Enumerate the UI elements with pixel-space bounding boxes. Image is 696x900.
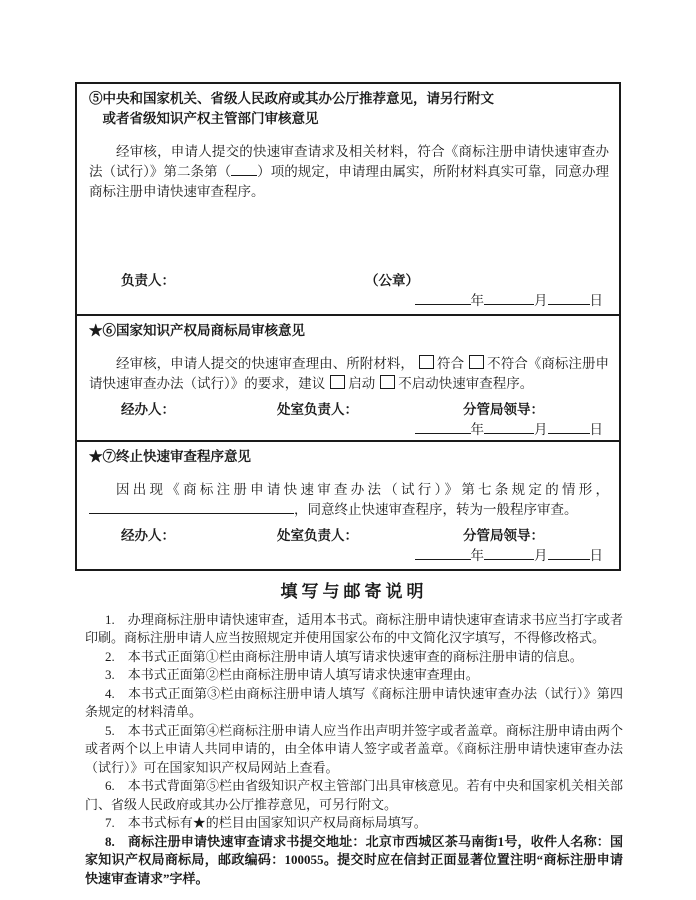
section-5-title-line2: 或者省级知识产权主管部门审核意见 [102, 111, 319, 126]
section-7-termination [77, 440, 619, 569]
section-6-body [89, 354, 609, 394]
item-number: 4. [105, 685, 115, 701]
blank-line [484, 420, 534, 434]
not-start-label: 不启动快速审查程序。 [398, 376, 534, 391]
instruction-item-6 [85, 777, 623, 814]
section-5-signature-row [89, 271, 609, 291]
section-7-title: ★⑦终止快速审查程序意见 [89, 449, 251, 464]
item-text: 商标注册申请快速审查请求书提交地址：北京市西城区茶马南街1号，收件人名称：国家知识产权局商标局，邮政编码：100055。提交时应在信封正面显著位置注明“商标注册申请快速审查请求”字样。 [85, 833, 623, 886]
day-label: 日 [589, 422, 603, 437]
approval-table [75, 82, 621, 571]
instruction-item-4 [85, 685, 623, 722]
blank-line [415, 291, 471, 305]
instructions-block [85, 583, 623, 888]
handler-label: 经办人： [121, 528, 175, 543]
instruction-item-5 [85, 722, 623, 778]
section-6-title: ★⑥国家知识产权局商标局审核意见 [89, 323, 305, 338]
section-5-body-text1: 经审核，申请人提交的快速审查请求及相关材料，符合《商标注册申请快速审查办法（试行）》第二条第（ [89, 144, 609, 179]
item-number: 8. [105, 833, 115, 849]
section-6-date-line [89, 420, 609, 439]
section-5-body [89, 142, 609, 202]
blank-line [548, 546, 590, 560]
instruction-item-2 [85, 648, 623, 667]
item-number: 3. [105, 667, 115, 682]
year-label: 年 [470, 548, 484, 563]
instruction-item-3 [85, 666, 623, 685]
not-comply-text: 不符合《商标注册申请快速审查办法（试行）》的要求，建议 [89, 356, 610, 391]
month-label: 月 [534, 422, 548, 437]
item-number: 5. [105, 722, 115, 738]
official-seal-label: （公章） [365, 273, 419, 288]
blank-line [231, 162, 257, 176]
section-7-signature-row [89, 526, 609, 546]
blank-line [415, 546, 471, 560]
section-5-title [89, 89, 609, 129]
item-text: 本书式背面第⑤栏由省级知识产权主管部门出具审核意见。若有中央和国家机关相关部门、省级人民政府或其办公厅推荐意见，可另行附文。 [85, 778, 623, 812]
handler-label: 经办人： [121, 402, 175, 417]
checkbox-comply [419, 355, 434, 369]
instruction-item-1 [85, 611, 623, 648]
day-label: 日 [589, 548, 603, 563]
section-5-title-line1: ⑤中央和国家机关、省级人民政府或其办公厅推荐意见，请另行附文 [89, 91, 494, 106]
blank-line [548, 420, 590, 434]
office-head-label: 处室负责人： [277, 528, 358, 543]
responsible-person-label: 负责人： [121, 273, 175, 288]
item-text: 本书式正面第①栏由商标注册申请人填写请求快速审查的商标注册申请的信息。 [127, 648, 583, 664]
item-number: 2. [105, 648, 115, 664]
instruction-item-7 [85, 814, 623, 833]
instruction-item-8 [85, 833, 623, 889]
item-number: 1. [105, 611, 115, 627]
section-5-spacer [89, 202, 609, 265]
section-6-signature-row [89, 400, 609, 420]
section-7-date-line [89, 546, 609, 565]
year-label: 年 [470, 422, 484, 437]
blank-line [484, 291, 534, 305]
year-label: 年 [470, 293, 484, 308]
day-label: 日 [589, 293, 603, 308]
section-7-body-text1: 因出现《商标注册申请快速审查办法（试行）》第七条规定的情形， [116, 482, 609, 497]
blank-line [415, 420, 471, 434]
checkbox-not-comply [469, 355, 484, 369]
checkbox-not-start [380, 375, 395, 389]
month-label: 月 [534, 293, 548, 308]
section-7-body-text2: ，同意终止快速审查程序，转为一般程序审查。 [294, 502, 578, 517]
item-number: 6. [105, 778, 115, 793]
instructions-title: 填写与邮寄说明 [280, 582, 428, 601]
section-6-cnipa-review [77, 314, 619, 440]
section-5-provincial-review [77, 84, 619, 314]
comply-label: 符合 [436, 356, 465, 371]
section-7-body [89, 480, 609, 520]
item-number: 7. [105, 815, 115, 830]
section-6-body-text1: 经审核，申请人提交的快速审查理由、所附材料， [116, 356, 414, 371]
office-head-label: 处室负责人： [277, 402, 358, 417]
item-text: 办理商标注册申请快速审查，适用本书式。商标注册申请快速审查请求书应当打字或者印刷。商标注册申请人应当按照规定并使用国家公布的中文简化汉字填写，不得修改格式。 [85, 611, 623, 645]
item-text: 本书式正面第③栏由商标注册申请人填写《商标注册申请快速审查办法（试行）》第四条规定的材料清单。 [85, 685, 623, 719]
item-text: 本书式标有★的栏目由国家知识产权局商标局填写。 [127, 815, 427, 830]
section-5-date-line [89, 291, 609, 310]
blank-line [89, 500, 294, 514]
start-label: 启动 [348, 376, 376, 391]
bureau-leader-label: 分管局领导： [463, 402, 544, 417]
bureau-leader-label: 分管局领导： [463, 528, 544, 543]
blank-line [484, 546, 534, 560]
checkbox-start [330, 375, 345, 389]
section-5-body-text2: ）项的规定，申请理由属实，所附材料真实可靠，同意办理商标注册申请快速审查程序。 [89, 164, 610, 199]
item-text: 本书式正面第②栏由商标注册申请人填写请求快速审查理由。 [127, 667, 479, 682]
blank-line [548, 291, 590, 305]
month-label: 月 [534, 548, 548, 563]
item-text: 本书式正面第④栏商标注册申请人应当作出声明并签字或者盖章。商标注册申请由两个或者两个以上申请人共同申请的，由全体申请人签字或者盖章。《商标注册申请快速审查办法（试行）》可在国家知识产权局网站上查看。 [85, 722, 623, 775]
